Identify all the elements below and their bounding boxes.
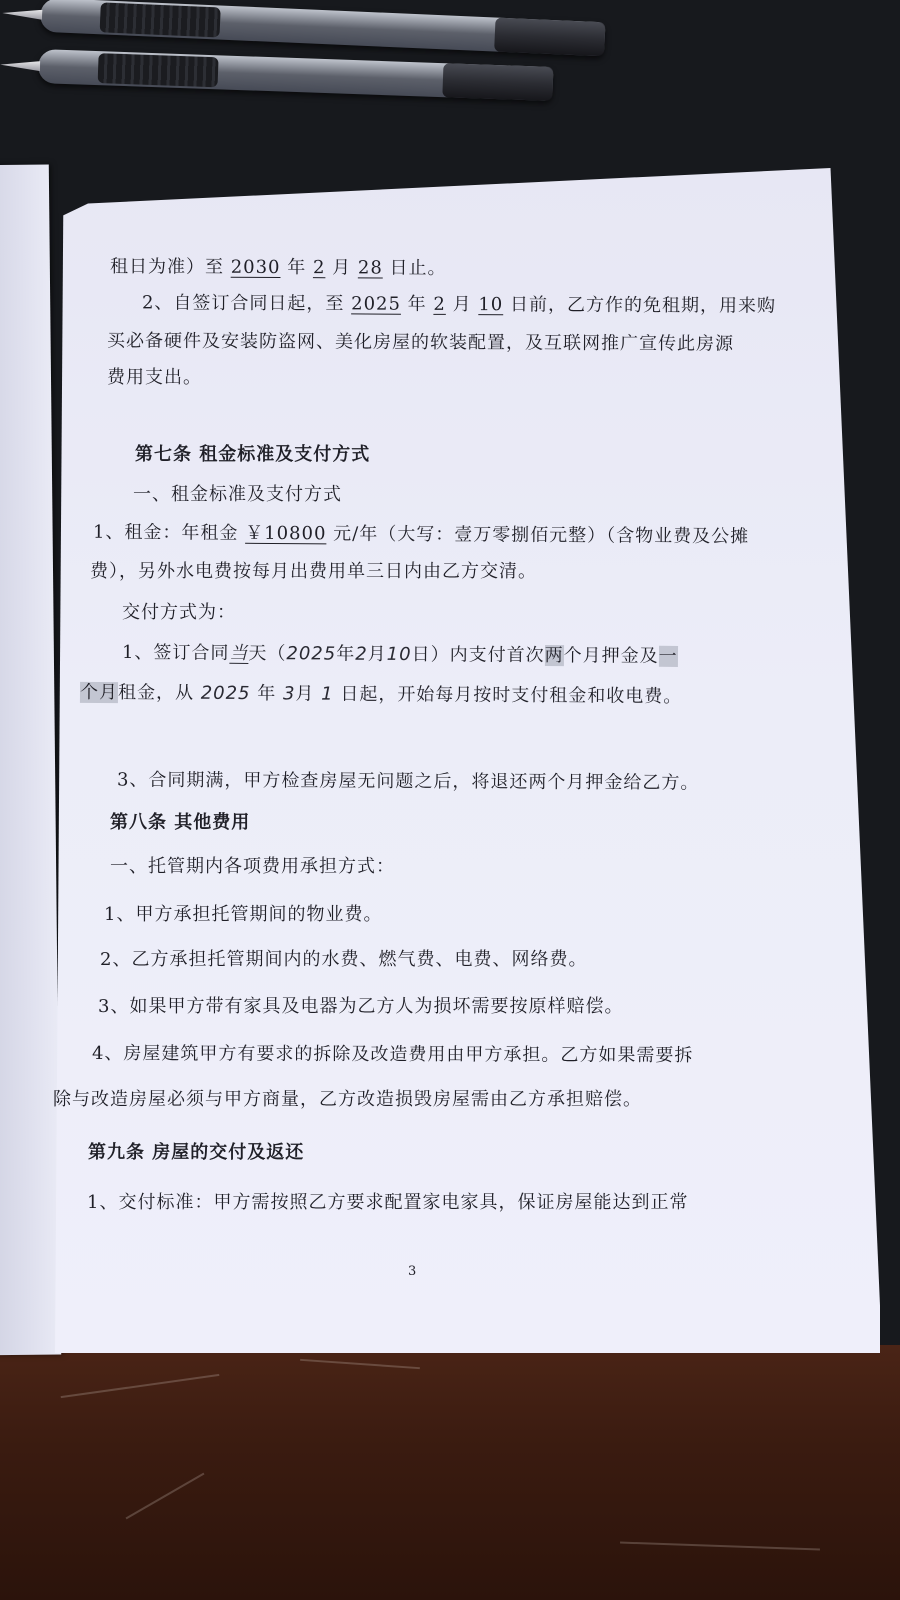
text-line: 个月租金，从 2025 年 3月 1 日起，开始每月按时支付租金和收电费。 bbox=[79, 681, 683, 708]
text-line: 除与改造房屋必须与甲方商量，乙方改造损毁房屋需由乙方承担赔偿。 bbox=[53, 1089, 642, 1110]
text-line: 费），另外水电费按每月出费用单三日内由乙方交清。 bbox=[90, 561, 537, 582]
section-heading: 第九条 房屋的交付及返还 bbox=[88, 1142, 305, 1163]
text-line: 3、合同期满，甲方检查房屋无问题之后，将退还两个月押金给乙方。 bbox=[116, 769, 700, 794]
text-line: 2、自签订合同日起，至 2025 年 2 月 10 日前，乙方作的免租期，用来购 bbox=[141, 292, 777, 317]
section-heading: 第八条 其他费用 bbox=[110, 812, 251, 833]
text-line: 3、如果甲方带有家具及电器为乙方人为损坏需要按原样赔偿。 bbox=[98, 996, 624, 1017]
text-line: 买必备硬件及安装防盗网、美化房屋的软装配置，及互联网推广宣传此房源 bbox=[106, 330, 735, 355]
page-number: 3 bbox=[408, 1264, 417, 1279]
text-line: 1、交付标准：甲方需按照乙方要求配置家电家具，保证房屋能达到正常 bbox=[87, 1192, 689, 1213]
text-line: 费用支出。 bbox=[107, 367, 202, 388]
text-line: 租日为准）至 2030 年 2 月 28 日止。 bbox=[109, 256, 447, 279]
text-line: 2、乙方承担托管期间内的水费、燃气费、电费、网络费。 bbox=[100, 949, 588, 970]
text-line: 1、租金：年租金 ￥10800 元/年（大写：壹万零捌佰元整）（含物业费及公摊 bbox=[92, 521, 750, 548]
section-heading: 第七条 租金标准及支付方式 bbox=[135, 444, 371, 465]
text-line: 1、甲方承担托管期间的物业费。 bbox=[104, 904, 383, 925]
text-line: 4、房屋建筑甲方有要求的拆除及改造费用由甲方承担。乙方如果需要拆 bbox=[91, 1042, 694, 1067]
subsection-heading: 一、租金标准及支付方式 bbox=[133, 484, 342, 505]
subsection-heading: 一、托管期内各项费用承担方式： bbox=[110, 856, 395, 877]
text-line: 1、签订合同当天（2025年2月10日）内支付首次两个月押金及一 bbox=[121, 642, 678, 667]
text-line: 交付方式为： bbox=[122, 602, 236, 623]
